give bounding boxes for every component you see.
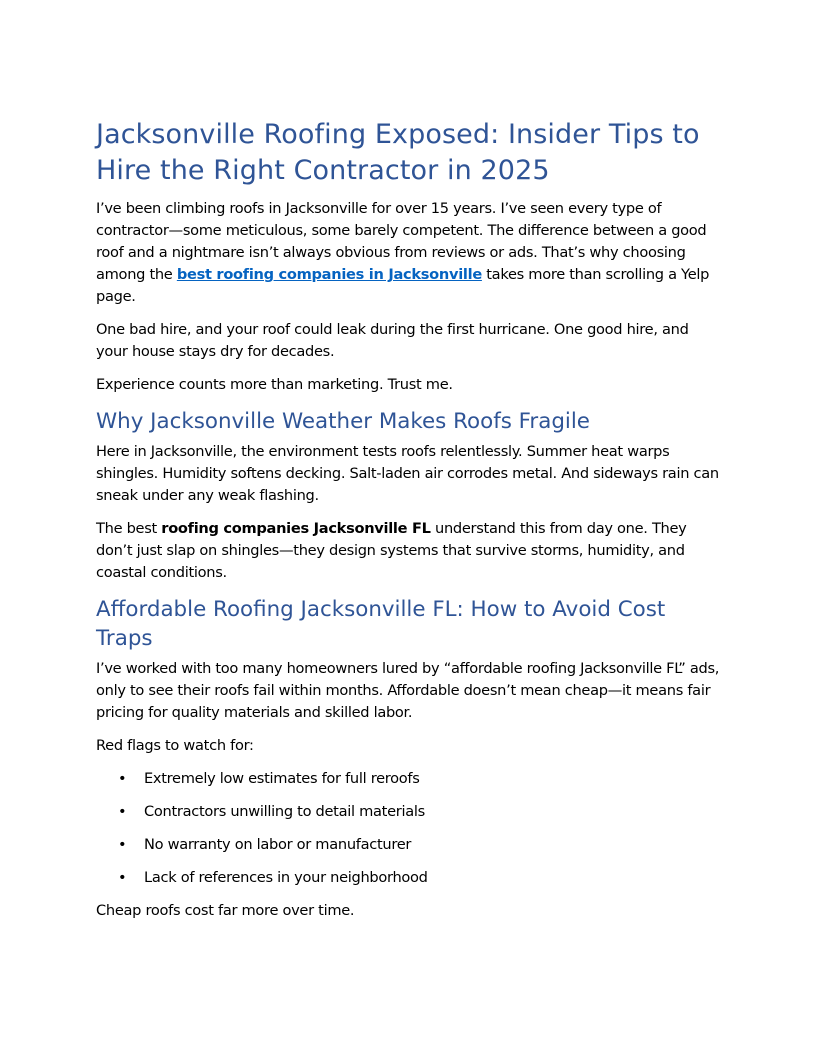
- affordable-heading: Affordable Roofing Jacksonville FL: How to Avoid Cost Traps: [96, 597, 666, 651]
- list-item: [96, 867, 724, 889]
- list-item-text: Extremely low estimates for full reroofs: [144, 770, 420, 787]
- intro-paragraph-2: One bad hire, and your roof could leak during the first hurricane. One good hire, and your house stays dry for decades.: [96, 321, 689, 360]
- intro-text-after-link: takes more than scrolling a Yelp page.: [96, 266, 710, 305]
- weather-paragraph-1: Here in Jacksonville, the environment tests roofs relentlessly. Summer heat warps shingles. Humidity softens decking. Salt-laden air corrodes metal. And sideways rain can sneak under any weak flashing.: [96, 443, 719, 504]
- list-item: [96, 768, 724, 790]
- list-item-text: Contractors unwilling to detail materials: [144, 803, 425, 820]
- red-flags-intro: Red flags to watch for:: [96, 737, 254, 754]
- list-item-text: No warranty on labor or manufacturer: [144, 836, 412, 853]
- closing-paragraph: Cheap roofs cost far more over time.: [96, 902, 355, 919]
- list-item: [96, 801, 724, 823]
- best-roofing-companies-link[interactable]: best roofing companies in Jacksonville: [176, 266, 482, 283]
- bullet-icon: •: [118, 770, 127, 787]
- weather-bold-keyword: roofing companies Jacksonville FL: [161, 520, 431, 537]
- weather-heading: Why Jacksonville Weather Makes Roofs Fragile: [96, 409, 590, 434]
- bullet-icon: •: [118, 803, 127, 820]
- intro-paragraph-3: Experience counts more than marketing. Trust me.: [96, 376, 453, 393]
- affordable-paragraph-1: I’ve worked with too many homeowners lured by “affordable roofing Jacksonville FL” ads, only to see their roofs fail within months. Affordable doesn’t mean cheap—it means fair pricing for quality materials and skilled labor.: [96, 660, 720, 721]
- document-page: [96, 112, 724, 933]
- weather-paragraph-2: [96, 518, 724, 584]
- weather-text-after-bold: understand this from day one. They don’t just slap on shingles—they design systems that survive storms, humidity, and coastal conditions.: [96, 520, 687, 581]
- bullet-icon: •: [118, 869, 127, 886]
- red-flags-list: [96, 768, 724, 889]
- page-title: Jacksonville Roofing Exposed: Insider Tips to Hire the Right Contractor in 2025: [96, 119, 700, 186]
- intro-paragraph-1: [96, 198, 724, 308]
- list-item: [96, 834, 724, 856]
- bullet-icon: •: [118, 836, 127, 853]
- weather-text-before-bold: The best: [96, 520, 162, 537]
- intro-text-before-link: I’ve been climbing roofs in Jacksonville for over 15 years. I’ve seen every type of contractor—some meticulous, some barely competent. The difference between a good roof and a nightmare isn’t always obvious from reviews or ads. That’s why choosing among the: [96, 200, 707, 283]
- list-item-text: Lack of references in your neighborhood: [144, 869, 428, 886]
